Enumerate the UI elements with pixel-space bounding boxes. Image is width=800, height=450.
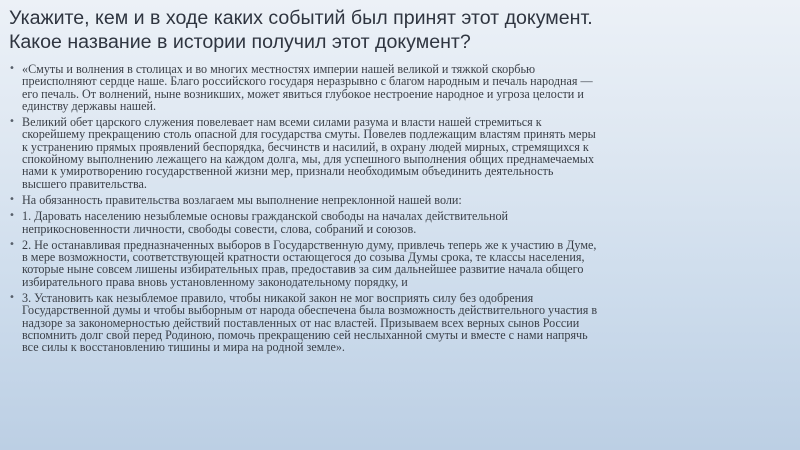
bullet-text — [22, 194, 788, 206]
text-line: избирательного права вновь установленному законодательному порядку, и — [22, 274, 408, 289]
bullet-item — [9, 292, 788, 353]
bullet-icon: • — [9, 63, 15, 74]
text-line: которые ныне совсем лишены избирательных прав, предоставив за сим дальнейшее развитие начала общего — [22, 262, 584, 277]
text-line: к устранению прямых проявлений беспорядка, бесчинств и насилий, в охрану людей мирных, стремящихся к — [22, 139, 589, 154]
bullet-icon: • — [9, 210, 15, 222]
bullet-icon: • — [9, 292, 15, 304]
text-line: высшего правительства. — [22, 176, 147, 191]
text-line: неприкосновенности личности, свободы совести, слова, собраний и союзов. — [22, 221, 417, 236]
text-line: «Смуты и волнения в столицах и во многих местностях империи нашей великой и тяжкой скорбью — [22, 62, 536, 76]
slide-title — [9, 6, 788, 54]
title-line: Укажите, кем и в ходе каких событий был принят этот документ. — [9, 7, 593, 29]
text-line: 1. Даровать населению незыблемые основы гражданской свободы на началах действительной — [22, 209, 509, 224]
text-line: 2. Не останавливая предназначенных выборов в Государственную думу, привлечь теперь же к участию в Думе, — [22, 237, 597, 252]
bullet-icon: • — [9, 116, 15, 128]
text-line: единству державы нашей. — [22, 98, 157, 113]
text-line: спокойному выполнению лежащего на каждом долга, мы, для успешного выполнения общих преднамечаемых — [22, 152, 595, 167]
text-line: скорейшему прекращению столь опасной для государства смуты. Повелев подлежащим властям принять меры — [22, 127, 596, 142]
bullet-icon: • — [9, 238, 15, 250]
title-line: Какое название в истории получил этот документ? — [9, 31, 471, 53]
text-line: Великий обет царского служения повелевает нам всеми силами разума и власти нашей стремиться к — [22, 115, 542, 130]
bullet-item — [9, 210, 788, 235]
bullet-item — [9, 116, 788, 190]
bullet-item — [9, 194, 788, 206]
bullet-list — [9, 63, 788, 354]
bullet-text — [22, 116, 788, 190]
bullet-text — [22, 63, 788, 112]
text-line: На обязанность правительства возлагаем мы выполнение непреклонной нашей воли: — [22, 192, 462, 207]
bullet-icon: • — [9, 193, 15, 205]
text-line: его печаль. От волнений, ныне возникших, может явиться глубокое нестроение народное и угроза целости и — [22, 86, 584, 101]
text-line: нами к умиротворению государственной жизни мер, признали необходимым объединить деятельность — [22, 164, 554, 179]
text-line: вспомнить долг свой перед Родиною, помочь прекращению сей неслыханной смуты и вместе с нами напрячь — [22, 327, 588, 342]
bullet-item — [9, 239, 788, 288]
text-line: 3. Установить как незыблемое правило, чтобы никакой закон не мог восприять силу без одобрения — [22, 291, 534, 306]
text-line: в мере возможности, соответствующей кратности остающегося до созыва Думы срока, те классы населения, — [22, 250, 585, 265]
text-line: надзоре за закономерностью действий поставленных от нас властей. Призываем всех верных сынов России — [22, 315, 580, 330]
text-line: Государственной думы и чтобы выборным от народа обеспечена была возможность действительного участия в — [22, 303, 598, 318]
bullet-item — [9, 63, 788, 112]
text-line: преисполняют сердце наше. Благо российского государя неразрывно с благом народным и печаль народная — — [22, 74, 593, 89]
bullet-text — [22, 292, 788, 353]
bullet-text — [22, 239, 788, 288]
bullet-text — [22, 210, 788, 235]
text-line: все силы к восстановлению тишины и мира на родной земле». — [22, 340, 345, 355]
